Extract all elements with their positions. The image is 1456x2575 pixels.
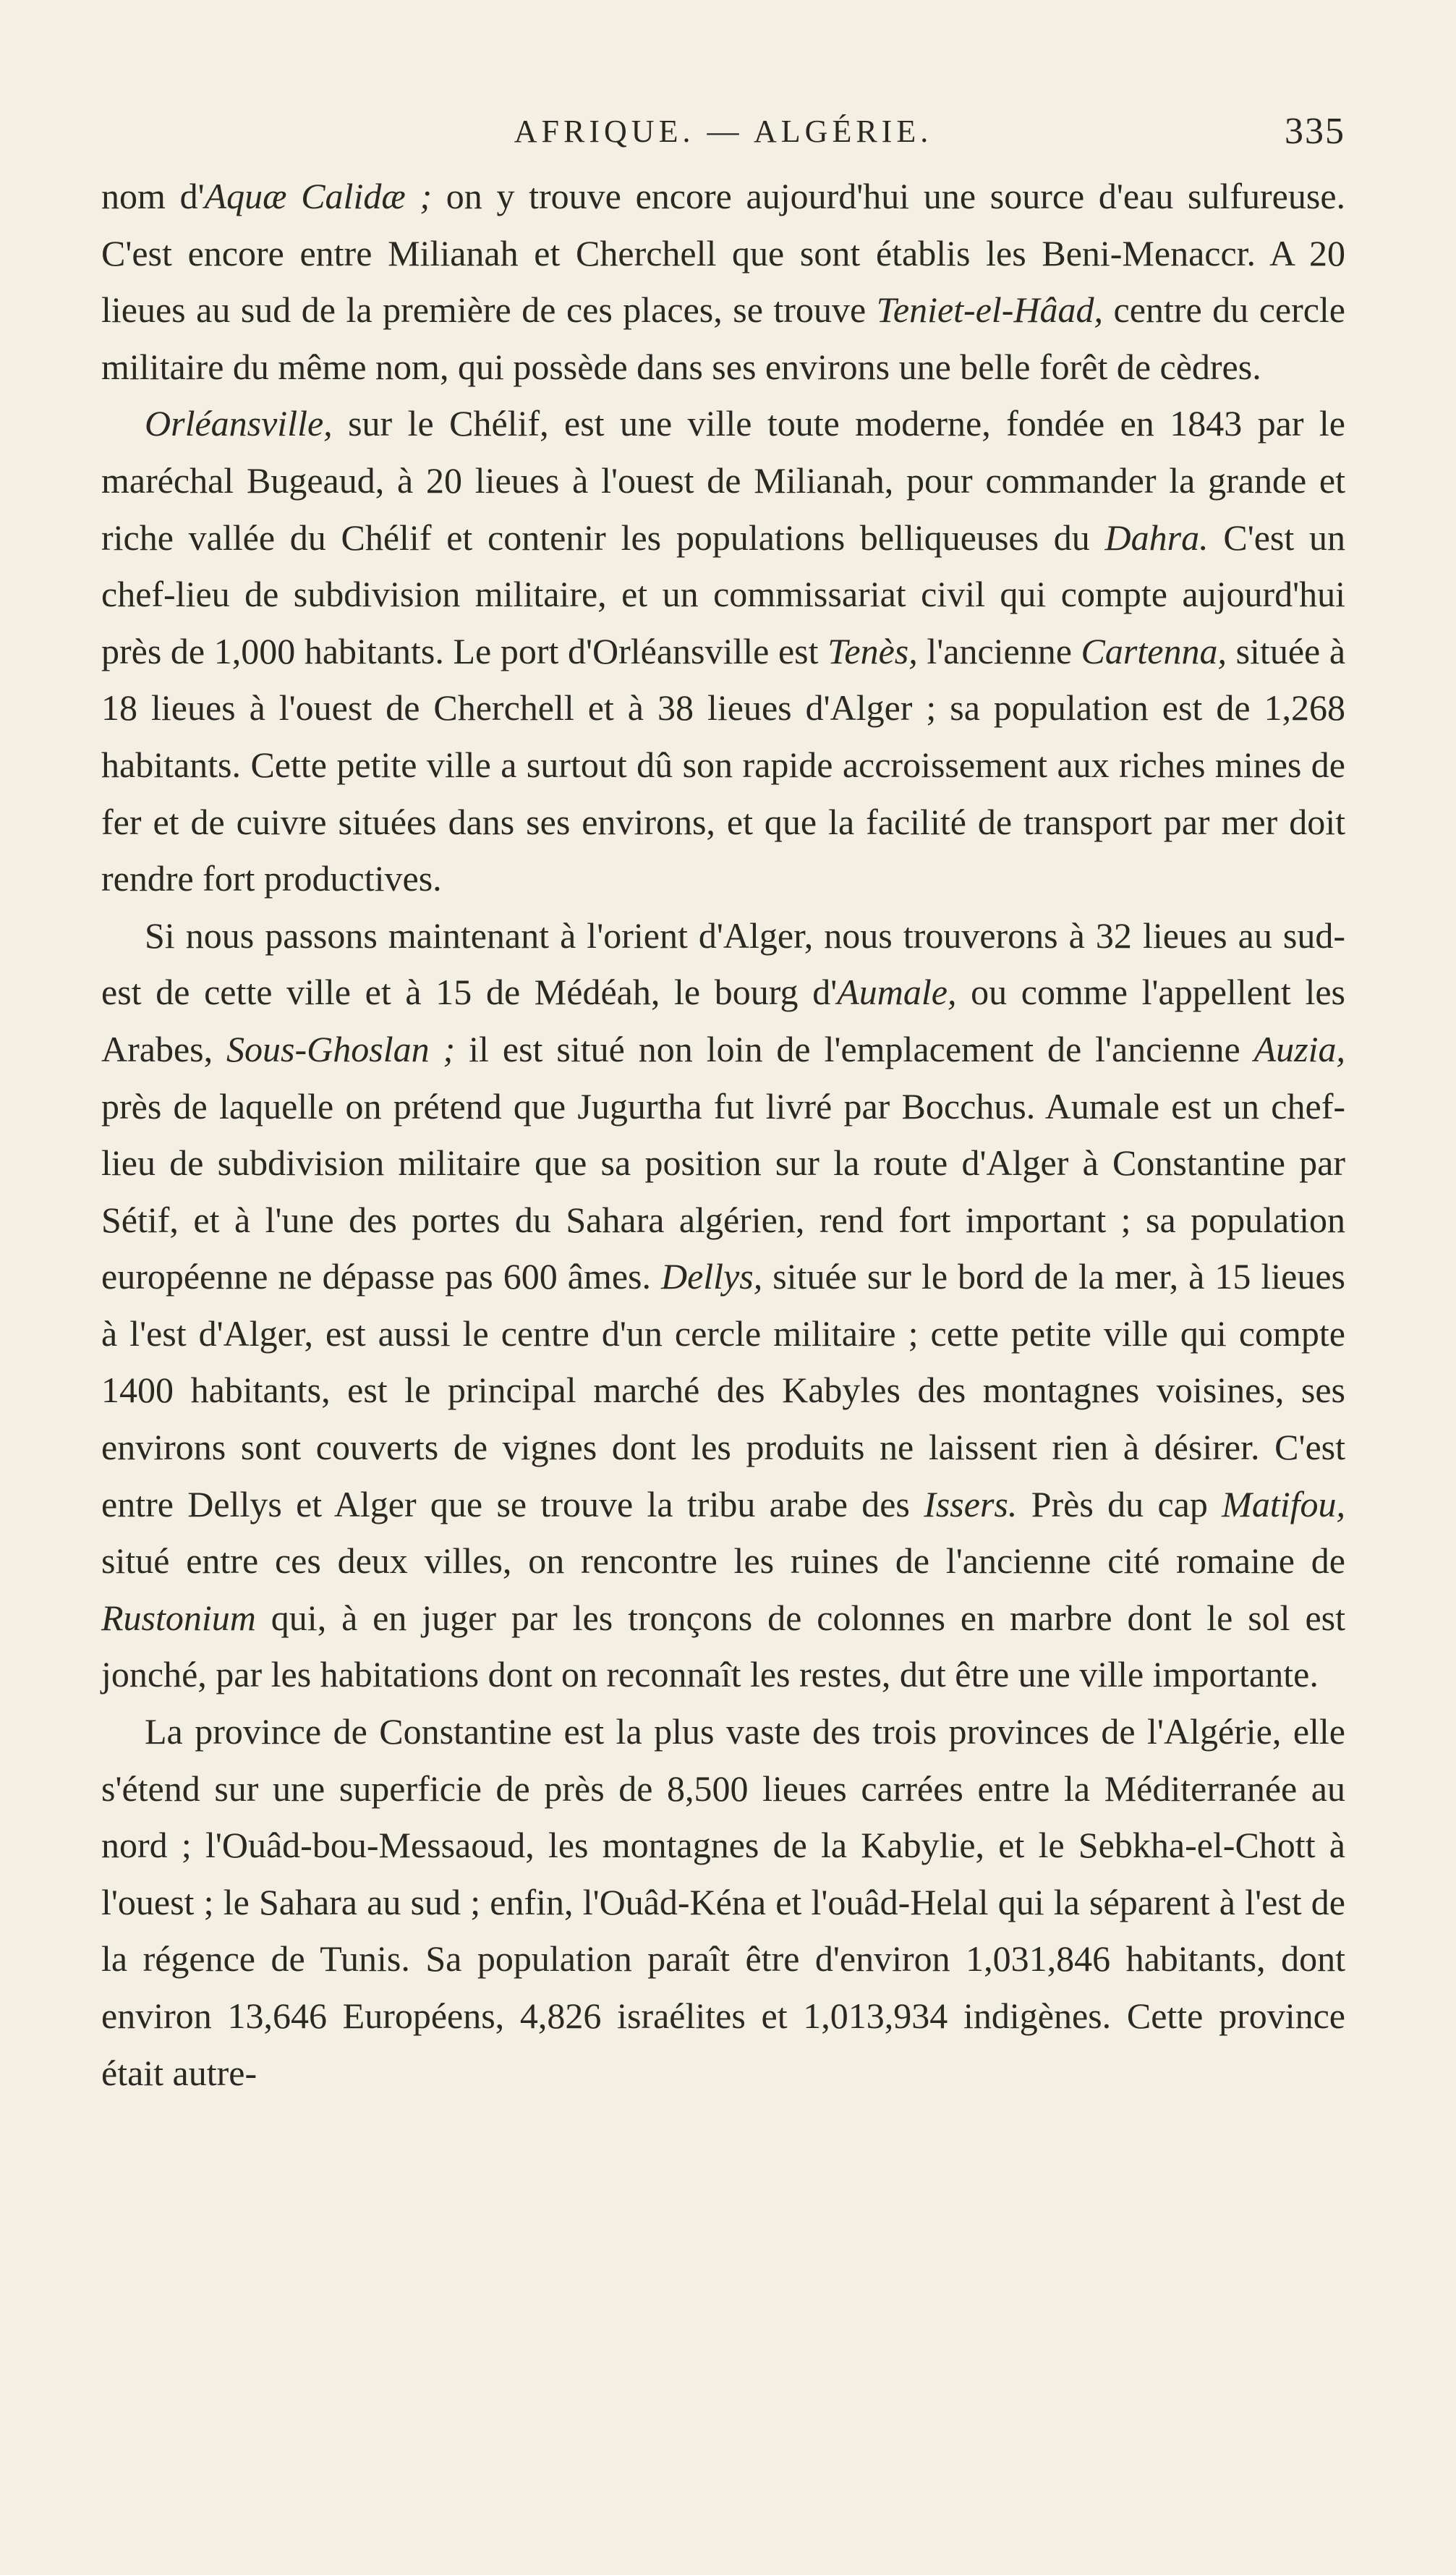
italic-text: Orléansville, bbox=[145, 403, 333, 444]
text-run: l'ancienne bbox=[917, 630, 1081, 671]
running-head bbox=[101, 107, 1345, 150]
text-run: ou comme l'appellent les Arabes, bbox=[101, 972, 1345, 1069]
italic-text: Matifou, bbox=[1222, 1483, 1345, 1524]
italic-text: Aumale, bbox=[837, 972, 957, 1013]
text-run: situé entre ces deux villes, on rencontre les ruines de l'ancienne cité romaine de bbox=[101, 1540, 1345, 1582]
page-number: 335 bbox=[1285, 111, 1345, 152]
italic-text: Cartenna, bbox=[1081, 630, 1227, 671]
italic-text: Dellys, bbox=[660, 1256, 763, 1297]
paragraph bbox=[101, 395, 1345, 907]
text-run: sur le Chélif, est une ville toute moderne, fondée en 1843 par le maréchal Bugeaud, à 20 lieues à l'ouest de Milianah, pour commander la grande et riche vallée du Chélif et contenir les populations belliqueuses du bbox=[101, 403, 1345, 558]
text-run: nom d' bbox=[101, 176, 205, 216]
text-run: centre du cercle militaire du même nom, qui possède dans ses environs une belle forêt de cèdres. bbox=[101, 289, 1346, 387]
paragraph bbox=[101, 168, 1345, 395]
text-run: Si nous passons maintenant à l'orient d'Alger, nous trouverons à 32 lieues au sud-est de cette ville et à 15 de Médéah, le bourg d' bbox=[101, 915, 1345, 1013]
text-run: il est situé non loin de l'emplacement de l'ancienne bbox=[455, 1028, 1254, 1069]
body-text bbox=[101, 168, 1345, 2101]
text-run: Près du cap bbox=[1017, 1483, 1222, 1524]
text-run: La province de Constantine est la plus vaste des trois provinces de l'Algérie, elle s'étend sur une superficie de près de 8,500 lieues carrées entre la Méditerranée au nord ; l'Ouâd-bou-Messaoud, les montagnes de la Kabylie, et le Sebkha-el-Chott à l'ouest ; le Sahara au sud ; enfin, l'Ouâd-Kéna et l'ouâd-Helal qui la séparent à l'est de la régence de Tunis. Sa population paraît être d'environ 1,031,846 habitants, dont environ 13,646 Européens, 4,826 israélites et 1,013,934 indigènes. Cette province était autre- bbox=[101, 1711, 1345, 2093]
text-run: qui, à en juger par les tronçons de colonnes en marbre dont le sol est jonché, par les habitations dont on reconnaît les restes, dut être une ville importante. bbox=[101, 1597, 1345, 1695]
italic-text: Issers. bbox=[924, 1483, 1018, 1524]
italic-text: Teniet-el-Hâad, bbox=[876, 289, 1104, 331]
paragraph bbox=[101, 907, 1345, 1703]
text-run: située à 18 lieues à l'ouest de Cherchell et à 38 lieues d'Alger ; sa population est de 1,268 habitants. Cette petite ville a surtout dû son rapide accroissement aux riches mines de fer et de cuivre situées dans ses environs, et que la facilité de transport par mer doit rendre fort productives. bbox=[101, 630, 1346, 899]
italic-text: Auzia, bbox=[1253, 1028, 1345, 1069]
italic-text: Tenès, bbox=[827, 630, 918, 671]
italic-text: Sous-Ghoslan ; bbox=[226, 1028, 456, 1069]
running-head-title: AFRIQUE. — ALGÉRIE. bbox=[514, 114, 933, 149]
text-run: C'est un chef-lieu de subdivision militaire, et un commissariat civil qui compte aujourd'hui près de 1,000 habitants. Le port d'Orléansville est bbox=[101, 517, 1345, 671]
paragraph bbox=[101, 1703, 1345, 2101]
italic-text: Rustonium bbox=[101, 1597, 256, 1638]
text-run: située sur le bord de la mer, à 15 lieues à l'est d'Alger, est aussi le centre d'un cercle militaire ; cette petite ville qui compte 1400 habitants, est le principal marché des Kabyles des montagnes voisines, ses environs sont couverts de vignes dont les produits ne laissent rien à désirer. C'est entre Dellys et Alger que se trouve la tribu arabe des bbox=[101, 1256, 1345, 1524]
text-run: on y trouve encore aujourd'hui une source d'eau sulfureuse. C'est encore entre Milianah et Cherchell que sont établis les Beni-Menaccr. A 20 lieues au sud de la première de ces places, se trouve bbox=[101, 176, 1346, 331]
text-run: près de laquelle on prétend que Jugurtha fut livré par Bocchus. Aumale est un chef-lieu de subdivision militaire que sa position sur la route d'Alger à Constantine par Sétif, et à l'une des portes du Sahara algérien, rend fort important ; sa population européenne ne dépasse pas 600 âmes. bbox=[101, 1085, 1345, 1297]
italic-text: Dahra. bbox=[1104, 517, 1209, 558]
italic-text: Aquæ Calidæ ; bbox=[204, 176, 433, 216]
